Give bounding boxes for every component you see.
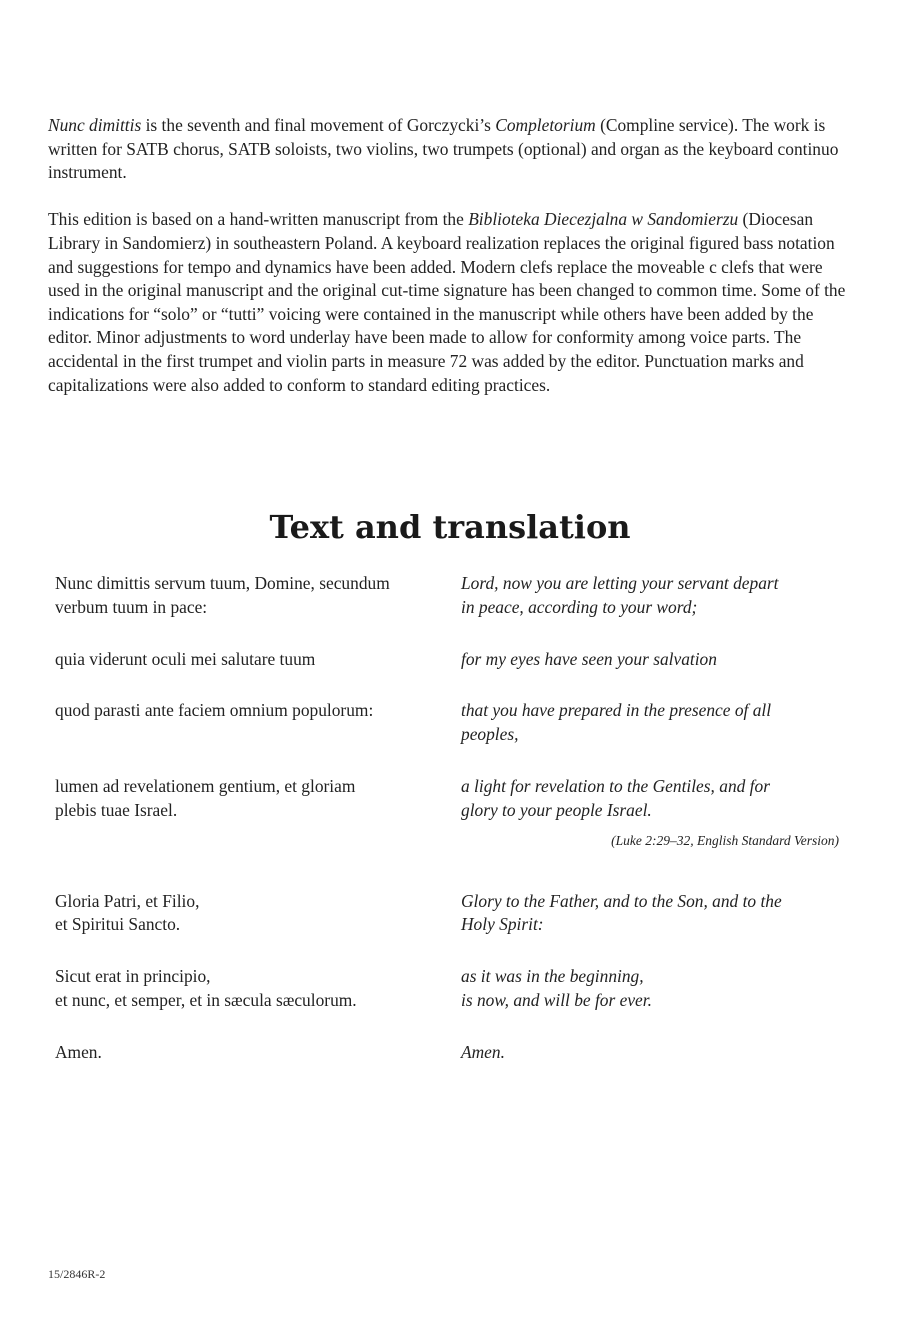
intro-p2-text-a: This edition is based on a hand-written manuscript from the <box>48 209 469 230</box>
latin-line: Nunc dimittis servum tuum, Domine, secundum <box>55 573 390 593</box>
latin-line: plebis tuae Israel. <box>55 799 178 820</box>
text-pair <box>55 648 845 672</box>
text-pair <box>55 572 845 620</box>
intro-paragraph-2 <box>48 208 853 397</box>
english-line: in peace, according to your word; <box>461 596 698 617</box>
english-text <box>461 572 845 620</box>
english-text <box>461 699 845 747</box>
english-line: that you have prepared in the presence of all <box>461 700 772 721</box>
scripture-citation: (Luke 2:29–32, English Standard Version) <box>611 832 839 848</box>
text-pair <box>55 699 845 747</box>
text-pair <box>55 890 845 938</box>
english-text <box>461 890 845 938</box>
latin-line: Amen. <box>55 1041 102 1062</box>
english-line: Amen. <box>461 1041 505 1062</box>
text-pair <box>55 1041 845 1065</box>
work-italic: Completorium <box>495 115 596 135</box>
english-line: is now, and will be for ever. <box>461 989 652 1010</box>
english-line: Glory to the Father, and to the Son, and to the <box>461 890 782 911</box>
latin-text <box>55 965 461 1013</box>
english-line: as it was in the beginning, <box>461 966 644 987</box>
latin-line: Sicut erat in principio, <box>55 966 211 987</box>
latin-line: verbum tuum in pace: <box>55 596 208 617</box>
latin-text <box>55 699 461 747</box>
english-line: glory to your people Israel. <box>461 799 652 820</box>
english-line: Holy Spirit: <box>461 914 544 935</box>
intro-p2-text-b: (Diocesan Library in Sandomierz) in southeastern Poland. A keyboard realization replaces the original figured bass notation and suggestions for tempo and dynamics have been added. Modern clefs replace the moveable c clefs that were used in the original manuscript and the original cut-time signature has been changed to common time. Some of the indications for “solo” or “tutti” voicing were contained in the manuscript while others have been added by the editor. Minor adjustments to word underlay have been made to allow for conformity among voice parts. The accidental in the first trumpet and violin parts in measure 72 was added by the editor. Punctuation marks and capitalizations were also added to conform to standard editing practices. <box>48 209 846 395</box>
latin-text <box>55 890 461 938</box>
latin-text <box>55 648 461 672</box>
english-text <box>461 1041 845 1065</box>
latin-text <box>55 775 461 850</box>
intro-paragraph-1 <box>48 114 853 185</box>
intro-text <box>48 114 853 421</box>
english-text <box>461 775 845 850</box>
english-line: Lord, now you are letting your servant depart <box>461 573 779 593</box>
text-pair <box>55 775 845 850</box>
latin-text <box>55 572 461 620</box>
title-italic: Nunc dimittis <box>48 115 142 135</box>
latin-line: et Spiritui Sancto. <box>55 914 181 935</box>
latin-text <box>55 1041 461 1065</box>
text-translation-table <box>55 572 845 1065</box>
latin-line: et nunc, et semper, et in sæcula sæculorum. <box>55 989 357 1010</box>
section-heading: Text and translation <box>269 508 631 546</box>
english-text <box>461 965 845 1013</box>
text-pair <box>55 965 845 1013</box>
english-line: a light for revelation to the Gentiles, and for <box>461 775 770 796</box>
library-italic: Biblioteka Diecezjalna w Sandomierzu <box>468 209 739 230</box>
english-text <box>461 648 845 672</box>
english-line: peoples, <box>461 724 519 745</box>
latin-line: lumen ad revelationem gentium, et gloriam <box>55 775 356 796</box>
latin-line: quod parasti ante faciem omnium populorum: <box>55 700 374 721</box>
latin-line: quia viderunt oculi mei salutare tuum <box>55 648 316 669</box>
english-line: for my eyes have seen your salvation <box>461 648 717 669</box>
catalog-number: 15/2846R-2 <box>48 1267 106 1281</box>
intro-p1-text-b: (Compline service). The work is written for SATB chorus, SATB soloists, two violins, two trumpets (optional) and organ as the keyboard continuo instrument. <box>48 115 839 183</box>
intro-p1-text-a: is the seventh and final movement of Gorczycki’s <box>141 115 496 135</box>
latin-line: Gloria Patri, et Filio, <box>55 890 200 911</box>
